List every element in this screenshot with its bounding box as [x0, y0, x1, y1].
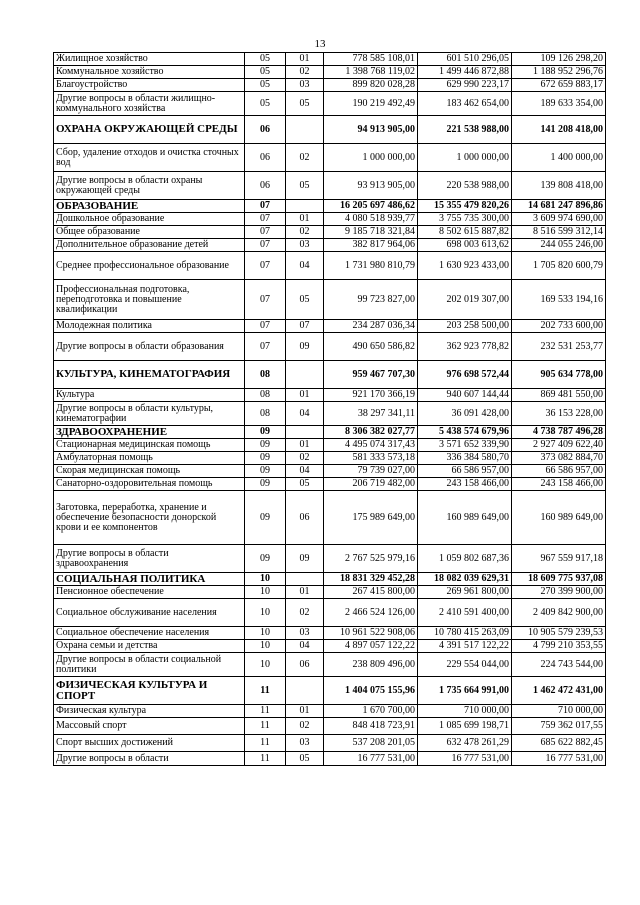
row-subsection-code-cell: 05	[286, 280, 324, 320]
row-subsection-code-cell: 06	[286, 491, 324, 545]
row-amount-3-cell: 202 733 600,00	[512, 320, 606, 333]
row-amount-2-cell: 1 735 664 991,00	[418, 677, 512, 705]
row-amount-3-cell: 1 188 952 296,76	[512, 66, 606, 79]
table-row	[54, 213, 606, 226]
row-amount-2-cell: 1 000 000,00	[418, 144, 512, 172]
row-name-cell: Другие вопросы в области	[54, 752, 245, 766]
row-name-cell: Скорая медицинская помощь	[54, 465, 245, 478]
row-amount-1-cell: 899 820 028,28	[324, 79, 418, 92]
row-amount-2-cell: 601 510 296,05	[418, 53, 512, 66]
row-amount-2-cell: 632 478 261,29	[418, 735, 512, 752]
row-name-cell: Социальное обеспечение населения	[54, 627, 245, 640]
row-section-code-cell: 10	[245, 627, 286, 640]
row-amount-2-cell: 160 989 649,00	[418, 491, 512, 545]
row-amount-3-cell: 1 462 472 431,00	[512, 677, 606, 705]
row-amount-3-cell: 3 609 974 690,00	[512, 213, 606, 226]
row-name-cell: СОЦИАЛЬНАЯ ПОЛИТИКА	[54, 573, 245, 586]
row-name-cell: Дополнительное образование детей	[54, 239, 245, 252]
row-amount-2-cell: 2 410 591 400,00	[418, 599, 512, 627]
row-subsection-code-cell: 03	[286, 627, 324, 640]
row-section-code-cell: 10	[245, 599, 286, 627]
row-amount-2-cell: 629 990 223,17	[418, 79, 512, 92]
table-row	[54, 280, 606, 320]
row-subsection-code-cell: 09	[286, 333, 324, 361]
row-amount-3-cell: 2 409 842 900,00	[512, 599, 606, 627]
row-section-code-cell: 10	[245, 573, 286, 586]
row-name-cell: ФИЗИЧЕСКАЯ КУЛЬТУРА И СПОРТ	[54, 677, 245, 705]
table-section-row	[54, 677, 606, 705]
row-section-code-cell: 09	[245, 452, 286, 465]
table-row	[54, 333, 606, 361]
row-subsection-code-cell: 01	[286, 439, 324, 452]
row-section-code-cell: 09	[245, 491, 286, 545]
row-amount-2-cell: 243 158 466,00	[418, 478, 512, 491]
table-row	[54, 320, 606, 333]
row-amount-2-cell: 3 571 652 339,90	[418, 439, 512, 452]
table-section-row	[54, 426, 606, 439]
row-amount-2-cell: 3 755 735 300,00	[418, 213, 512, 226]
row-amount-2-cell: 18 082 039 629,31	[418, 573, 512, 586]
row-amount-1-cell: 537 208 201,05	[324, 735, 418, 752]
row-name-cell: Спорт высших достижений	[54, 735, 245, 752]
row-name-cell: Жилищное хозяйство	[54, 53, 245, 66]
row-name-cell: Культура	[54, 389, 245, 402]
row-section-code-cell: 10	[245, 653, 286, 677]
row-section-code-cell: 06	[245, 116, 286, 144]
row-name-cell: Стационарная медицинская помощь	[54, 439, 245, 452]
row-amount-1-cell: 1 000 000,00	[324, 144, 418, 172]
row-subsection-code-cell: 05	[286, 752, 324, 766]
row-section-code-cell: 07	[245, 213, 286, 226]
table-row	[54, 718, 606, 735]
table-section-row	[54, 573, 606, 586]
row-amount-1-cell: 778 585 108,01	[324, 53, 418, 66]
row-amount-3-cell: 139 808 418,00	[512, 172, 606, 200]
row-amount-3-cell: 685 622 882,45	[512, 735, 606, 752]
row-amount-2-cell: 1 630 923 433,00	[418, 252, 512, 280]
row-amount-2-cell: 203 258 500,00	[418, 320, 512, 333]
row-subsection-code-cell: 01	[286, 705, 324, 718]
row-amount-1-cell: 921 170 366,19	[324, 389, 418, 402]
row-amount-1-cell: 2 767 525 979,16	[324, 545, 418, 573]
table-row	[54, 389, 606, 402]
row-subsection-code-cell: 04	[286, 465, 324, 478]
row-name-cell: Амбулаторная помощь	[54, 452, 245, 465]
row-subsection-code-cell	[286, 361, 324, 389]
row-name-cell: Другие вопросы в области культуры, кинематографии	[54, 402, 245, 426]
row-amount-2-cell: 976 698 572,44	[418, 361, 512, 389]
row-amount-1-cell: 238 809 496,00	[324, 653, 418, 677]
row-section-code-cell: 09	[245, 426, 286, 439]
table-section-row	[54, 361, 606, 389]
row-amount-1-cell: 16 777 531,00	[324, 752, 418, 766]
row-amount-3-cell: 10 905 579 239,53	[512, 627, 606, 640]
row-subsection-code-cell: 07	[286, 320, 324, 333]
row-subsection-code-cell: 03	[286, 239, 324, 252]
row-amount-1-cell: 4 495 074 317,43	[324, 439, 418, 452]
row-subsection-code-cell	[286, 573, 324, 586]
row-subsection-code-cell: 04	[286, 402, 324, 426]
row-amount-1-cell: 8 306 382 027,77	[324, 426, 418, 439]
row-subsection-code-cell: 06	[286, 653, 324, 677]
row-amount-3-cell: 244 055 246,00	[512, 239, 606, 252]
table-row	[54, 599, 606, 627]
row-name-cell: Другие вопросы в области образования	[54, 333, 245, 361]
row-amount-3-cell: 18 609 775 937,08	[512, 573, 606, 586]
row-amount-3-cell: 4 738 787 496,28	[512, 426, 606, 439]
row-name-cell: Коммунальное хозяйство	[54, 66, 245, 79]
row-name-cell: Охрана семьи и детства	[54, 640, 245, 653]
row-subsection-code-cell: 01	[286, 389, 324, 402]
row-name-cell: Санаторно-оздоровительная помощь	[54, 478, 245, 491]
table-row	[54, 92, 606, 116]
row-amount-1-cell: 79 739 027,00	[324, 465, 418, 478]
row-section-code-cell: 11	[245, 718, 286, 735]
row-amount-1-cell: 581 333 573,18	[324, 452, 418, 465]
row-subsection-code-cell: 03	[286, 79, 324, 92]
row-section-code-cell: 06	[245, 172, 286, 200]
table-row	[54, 53, 606, 66]
row-name-cell: Другие вопросы в области жилищно-коммунального хозяйства	[54, 92, 245, 116]
row-name-cell: КУЛЬТУРА, КИНЕМАТОГРАФИЯ	[54, 361, 245, 389]
row-name-cell: Социальное обслуживание населения	[54, 599, 245, 627]
row-name-cell: Другие вопросы в области охраны окружающей среды	[54, 172, 245, 200]
row-amount-3-cell: 109 126 298,20	[512, 53, 606, 66]
row-amount-2-cell: 183 462 654,00	[418, 92, 512, 116]
table-row	[54, 239, 606, 252]
row-subsection-code-cell: 03	[286, 735, 324, 752]
row-subsection-code-cell: 05	[286, 92, 324, 116]
row-amount-1-cell: 10 961 522 908,06	[324, 627, 418, 640]
row-amount-1-cell: 4 897 057 122,22	[324, 640, 418, 653]
row-amount-2-cell: 202 019 307,00	[418, 280, 512, 320]
row-section-code-cell: 05	[245, 66, 286, 79]
row-amount-1-cell: 490 650 586,82	[324, 333, 418, 361]
row-name-cell: Профессиональная подготовка, переподготовка и повышение квалификации	[54, 280, 245, 320]
row-amount-1-cell: 4 080 518 939,77	[324, 213, 418, 226]
row-subsection-code-cell: 01	[286, 213, 324, 226]
row-name-cell: Благоустройство	[54, 79, 245, 92]
row-amount-1-cell: 1 398 768 119,02	[324, 66, 418, 79]
row-name-cell: Общее образование	[54, 226, 245, 239]
row-amount-1-cell: 1 404 075 155,96	[324, 677, 418, 705]
row-section-code-cell: 11	[245, 705, 286, 718]
row-amount-2-cell: 221 538 988,00	[418, 116, 512, 144]
row-amount-2-cell: 66 586 957,00	[418, 465, 512, 478]
row-amount-1-cell: 99 723 827,00	[324, 280, 418, 320]
table-row	[54, 545, 606, 573]
row-section-code-cell: 09	[245, 478, 286, 491]
row-subsection-code-cell: 02	[286, 599, 324, 627]
row-section-code-cell: 07	[245, 320, 286, 333]
row-amount-2-cell: 10 780 415 263,09	[418, 627, 512, 640]
row-amount-1-cell: 175 989 649,00	[324, 491, 418, 545]
row-amount-3-cell: 373 082 884,70	[512, 452, 606, 465]
row-name-cell: Пенсионное обеспечение	[54, 586, 245, 599]
row-section-code-cell: 07	[245, 200, 286, 213]
table-row	[54, 465, 606, 478]
table-section-row	[54, 116, 606, 144]
row-name-cell: Физическая культура	[54, 705, 245, 718]
row-section-code-cell: 05	[245, 53, 286, 66]
row-amount-1-cell: 382 817 964,06	[324, 239, 418, 252]
row-amount-3-cell: 160 989 649,00	[512, 491, 606, 545]
row-amount-3-cell: 232 531 253,77	[512, 333, 606, 361]
row-section-code-cell: 06	[245, 144, 286, 172]
row-amount-2-cell: 220 538 988,00	[418, 172, 512, 200]
row-amount-2-cell: 1 059 802 687,36	[418, 545, 512, 573]
row-amount-1-cell: 16 205 697 486,62	[324, 200, 418, 213]
row-name-cell: ОБРАЗОВАНИЕ	[54, 200, 245, 213]
row-subsection-code-cell: 02	[286, 144, 324, 172]
row-subsection-code-cell: 02	[286, 226, 324, 239]
row-amount-3-cell: 243 158 466,00	[512, 478, 606, 491]
row-amount-2-cell: 1 499 446 872,88	[418, 66, 512, 79]
row-section-code-cell: 07	[245, 226, 286, 239]
row-name-cell: Среднее профессиональное образование	[54, 252, 245, 280]
row-amount-1-cell: 1 670 700,00	[324, 705, 418, 718]
row-section-code-cell: 11	[245, 735, 286, 752]
table-row	[54, 735, 606, 752]
row-name-cell: Сбор, удаление отходов и очистка сточных вод	[54, 144, 245, 172]
row-section-code-cell: 11	[245, 752, 286, 766]
row-amount-1-cell: 18 831 329 452,28	[324, 573, 418, 586]
row-name-cell: Заготовка, переработка, хранение и обеспечение безопасности донорской крови и ее компонентов	[54, 491, 245, 545]
row-amount-2-cell: 8 502 615 887,82	[418, 226, 512, 239]
row-amount-3-cell: 141 208 418,00	[512, 116, 606, 144]
table-row	[54, 752, 606, 766]
row-name-cell: Другие вопросы в области социальной политики	[54, 653, 245, 677]
row-amount-3-cell: 189 633 354,00	[512, 92, 606, 116]
row-amount-2-cell: 710 000,00	[418, 705, 512, 718]
row-section-code-cell: 05	[245, 92, 286, 116]
row-section-code-cell: 07	[245, 239, 286, 252]
row-name-cell: ОХРАНА ОКРУЖАЮЩЕЙ СРЕДЫ	[54, 116, 245, 144]
table-row	[54, 586, 606, 599]
row-section-code-cell: 10	[245, 640, 286, 653]
row-amount-3-cell: 672 659 883,17	[512, 79, 606, 92]
row-section-code-cell: 08	[245, 389, 286, 402]
table-row	[54, 79, 606, 92]
row-subsection-code-cell: 05	[286, 172, 324, 200]
row-section-code-cell: 08	[245, 402, 286, 426]
table-row	[54, 478, 606, 491]
row-amount-1-cell: 38 297 341,11	[324, 402, 418, 426]
row-amount-2-cell: 269 961 800,00	[418, 586, 512, 599]
row-section-code-cell: 08	[245, 361, 286, 389]
row-subsection-code-cell: 04	[286, 640, 324, 653]
row-subsection-code-cell: 05	[286, 478, 324, 491]
table-row	[54, 705, 606, 718]
row-amount-1-cell: 206 719 482,00	[324, 478, 418, 491]
row-subsection-code-cell	[286, 677, 324, 705]
row-amount-2-cell: 698 003 613,62	[418, 239, 512, 252]
row-amount-1-cell: 848 418 723,91	[324, 718, 418, 735]
table-row	[54, 452, 606, 465]
row-amount-3-cell: 169 533 194,16	[512, 280, 606, 320]
row-subsection-code-cell	[286, 426, 324, 439]
page-number: 13	[314, 38, 326, 50]
row-amount-3-cell: 905 634 778,00	[512, 361, 606, 389]
row-name-cell: Другие вопросы в области здравоохранения	[54, 545, 245, 573]
row-section-code-cell: 09	[245, 545, 286, 573]
row-amount-1-cell: 2 466 524 126,00	[324, 599, 418, 627]
table-row	[54, 144, 606, 172]
table-row	[54, 640, 606, 653]
row-amount-3-cell: 1 400 000,00	[512, 144, 606, 172]
row-amount-1-cell: 9 185 718 321,84	[324, 226, 418, 239]
row-amount-2-cell: 362 923 778,82	[418, 333, 512, 361]
row-name-cell: Молодежная политика	[54, 320, 245, 333]
table-row	[54, 252, 606, 280]
table-row	[54, 653, 606, 677]
table-row	[54, 402, 606, 426]
row-amount-3-cell: 869 481 550,00	[512, 389, 606, 402]
row-section-code-cell: 07	[245, 280, 286, 320]
row-section-code-cell: 09	[245, 439, 286, 452]
row-amount-1-cell: 959 467 707,30	[324, 361, 418, 389]
row-section-code-cell: 10	[245, 586, 286, 599]
row-amount-3-cell: 36 153 228,00	[512, 402, 606, 426]
row-amount-2-cell: 1 085 699 198,71	[418, 718, 512, 735]
row-amount-3-cell: 14 681 247 896,86	[512, 200, 606, 213]
row-amount-2-cell: 36 091 428,00	[418, 402, 512, 426]
row-amount-1-cell: 234 287 036,34	[324, 320, 418, 333]
row-amount-3-cell: 16 777 531,00	[512, 752, 606, 766]
row-section-code-cell: 09	[245, 465, 286, 478]
row-amount-3-cell: 759 362 017,55	[512, 718, 606, 735]
row-amount-3-cell: 224 743 544,00	[512, 653, 606, 677]
row-subsection-code-cell: 02	[286, 718, 324, 735]
row-section-code-cell: 07	[245, 333, 286, 361]
row-section-code-cell: 07	[245, 252, 286, 280]
row-amount-1-cell: 267 415 800,00	[324, 586, 418, 599]
table-row	[54, 491, 606, 545]
row-amount-3-cell: 270 399 900,00	[512, 586, 606, 599]
row-amount-1-cell: 94 913 905,00	[324, 116, 418, 144]
row-amount-2-cell: 229 554 044,00	[418, 653, 512, 677]
row-amount-2-cell: 5 438 574 679,96	[418, 426, 512, 439]
row-subsection-code-cell: 01	[286, 53, 324, 66]
row-amount-2-cell: 4 391 517 122,22	[418, 640, 512, 653]
row-amount-3-cell: 967 559 917,18	[512, 545, 606, 573]
row-amount-3-cell: 66 586 957,00	[512, 465, 606, 478]
row-subsection-code-cell: 09	[286, 545, 324, 573]
table-row	[54, 172, 606, 200]
row-amount-3-cell: 710 000,00	[512, 705, 606, 718]
row-name-cell: ЗДРАВООХРАНЕНИЕ	[54, 426, 245, 439]
row-amount-3-cell: 4 799 210 353,55	[512, 640, 606, 653]
row-amount-3-cell: 8 516 599 312,14	[512, 226, 606, 239]
table-row	[54, 439, 606, 452]
row-subsection-code-cell: 02	[286, 66, 324, 79]
row-subsection-code-cell: 04	[286, 252, 324, 280]
row-subsection-code-cell	[286, 116, 324, 144]
row-amount-3-cell: 1 705 820 600,79	[512, 252, 606, 280]
row-amount-3-cell: 2 927 409 622,40	[512, 439, 606, 452]
row-name-cell: Дошкольное образование	[54, 213, 245, 226]
row-amount-2-cell: 940 607 144,44	[418, 389, 512, 402]
row-amount-1-cell: 1 731 980 810,79	[324, 252, 418, 280]
row-subsection-code-cell: 01	[286, 586, 324, 599]
table-row	[54, 66, 606, 79]
row-subsection-code-cell: 02	[286, 452, 324, 465]
row-name-cell: Массовый спорт	[54, 718, 245, 735]
row-section-code-cell: 11	[245, 677, 286, 705]
table-row	[54, 627, 606, 640]
row-amount-1-cell: 190 219 492,49	[324, 92, 418, 116]
table-section-row	[54, 200, 606, 213]
row-amount-2-cell: 15 355 479 820,26	[418, 200, 512, 213]
row-amount-2-cell: 16 777 531,00	[418, 752, 512, 766]
table-row	[54, 226, 606, 239]
row-section-code-cell: 05	[245, 79, 286, 92]
row-amount-1-cell: 93 913 905,00	[324, 172, 418, 200]
row-subsection-code-cell	[286, 200, 324, 213]
row-amount-2-cell: 336 384 580,70	[418, 452, 512, 465]
budget-table	[53, 52, 606, 766]
budget-table-body	[54, 53, 606, 766]
